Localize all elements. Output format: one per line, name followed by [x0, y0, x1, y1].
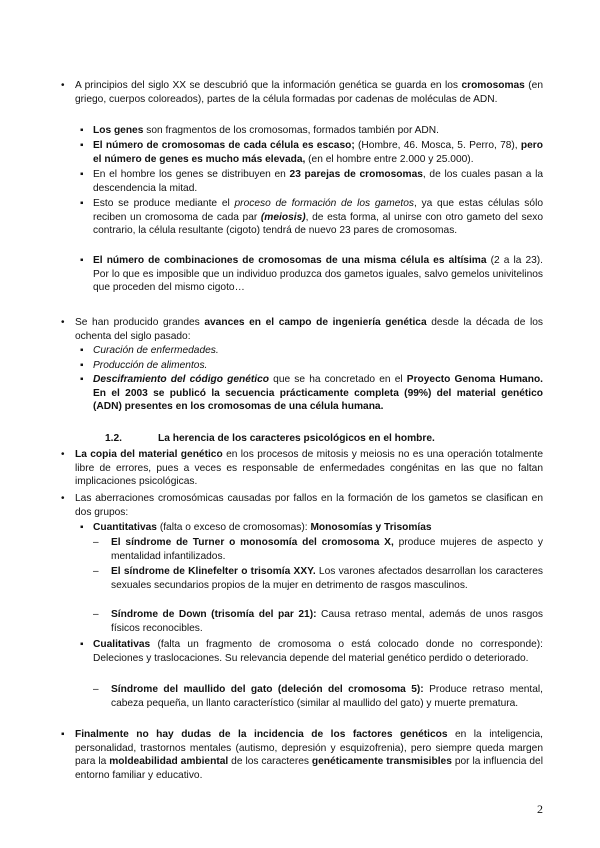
- item-genoma: [93, 373, 543, 414]
- section-number: 1.2.: [105, 433, 122, 444]
- square-bullet: ▪: [80, 639, 84, 650]
- bold-text: Síndrome de Down (trisomía del par 21):: [111, 609, 317, 620]
- text: Causa retraso mental, además de unos rasgos físicos reconocibles.: [111, 609, 543, 634]
- text: (falta un fragmento de cromosoma o está colocado donde no corresponde): Deleciones y traslocaciones. Su relevancia depende del material genético perdido o deteriorado.: [93, 639, 543, 664]
- text: desde la década de los ochenta del siglo pasado:: [75, 317, 543, 342]
- item-maullido: [111, 683, 543, 710]
- bold-text: avances en el campo de ingeniería genética: [204, 317, 427, 328]
- text: por la influencia del entorno familiar y educativo.: [75, 756, 543, 781]
- item-down: [111, 608, 543, 635]
- paragraph-aberraciones: Las aberraciones cromosómicas causadas por fallos en la formación de los gametos se clasifican en dos grupos:: [75, 493, 543, 518]
- text: En el hombre los genes se distribuyen en: [93, 169, 290, 180]
- bold-text: moldeabilidad ambiental: [109, 756, 229, 768]
- text: en los procesos de mitosis y meiosis no es una operación totalmente libre de errores, pues a veces es responsable de enfermedades congénitas en las que no faltan implicaciones psicológicas.: [75, 449, 543, 488]
- bold-text: La copia del material genético: [75, 449, 223, 460]
- paragraph-copia-material: [75, 448, 543, 489]
- square-bullet: ▪: [80, 345, 84, 356]
- text: en la inteligencia, personalidad, trastornos mentales (autismo, depresión y esquizofrenia), pero siempre queda margen para la: [75, 729, 543, 768]
- item-cuantitativas: [93, 521, 543, 535]
- bold-text: cromosomas: [461, 80, 525, 91]
- square-bullet: ▪: [80, 198, 84, 209]
- round-bullet: •: [61, 317, 65, 328]
- text: , de los cuales pasan a la descendencia la mitad.: [93, 169, 544, 194]
- square-bullet: ▪: [80, 522, 84, 533]
- square-bullet: ▪: [80, 255, 84, 266]
- bold-text: El síndrome de Turner o monosomía del cromosoma X,: [111, 537, 394, 548]
- square-bullet: ▪: [80, 140, 84, 151]
- text: (Hombre, 46. Mosca, 5. Perro, 78),: [354, 140, 521, 151]
- text: , ya que estas células sólo reciben un cromosoma de cada par: [93, 198, 543, 223]
- bold-text: Finalmente no hay dudas de la incidencia de los factores genéticos: [75, 729, 448, 740]
- text: (2 a la 23). Por lo que es imposible que un individuo produzca dos gametos iguales, salvo gemelos univitelinos que proceden del mismo cigoto…: [93, 255, 543, 294]
- item-cualitativas: [93, 638, 543, 665]
- item-produccion: Producción de alimentos.: [93, 360, 208, 371]
- text: Se han producido grandes: [75, 317, 205, 328]
- dash-bullet: –: [93, 537, 99, 548]
- item-gametos: [93, 197, 543, 238]
- item-genes: [93, 124, 543, 138]
- text: de los caracteres: [228, 756, 312, 768]
- round-bullet: •: [61, 493, 65, 504]
- bold-italic-text: Desciframiento del código genético: [93, 374, 270, 385]
- text: Los varones afectados desarrollan los caracteres sexuales secundarios propios de la mujer en detrimento de rasgos masculinos.: [111, 566, 544, 591]
- square-bullet: ▪: [80, 125, 84, 136]
- text: son fragmentos de los cromosomas, formados también por ADN.: [143, 125, 439, 136]
- item-turner: [111, 536, 543, 563]
- bold-italic-text: (meiosis): [260, 211, 306, 223]
- item-curacion: Curación de enfermedades.: [93, 345, 219, 356]
- item-23-parejas: [93, 168, 543, 195]
- round-bullet: •: [61, 80, 65, 91]
- section-heading: La herencia de los caracteres psicológicos en el hombre.: [158, 433, 435, 444]
- text: produce mujeres de aspecto y mentalidad infantilizados.: [111, 537, 543, 562]
- text: Esto se produce mediante el: [93, 198, 235, 209]
- bold-text: pero el número de genes es mucho más elevada,: [93, 140, 543, 165]
- paragraph-cromosomas: [75, 79, 543, 106]
- text: (en el hombre entre 2.000 y 25.000).: [305, 153, 474, 165]
- bold-text: 23 parejas de cromosomas: [289, 169, 423, 180]
- bold-text: genéticamente transmisibles: [311, 756, 452, 768]
- round-bullet: •: [61, 449, 65, 460]
- bold-text: Cuantitativas: [93, 522, 157, 533]
- text: (en griego, cuerpos coloreados), partes de la célula formadas por cadenas de moléculas de ADN.: [75, 80, 543, 105]
- paragraph-factores-geneticos: [75, 728, 543, 782]
- dash-bullet: –: [93, 566, 99, 577]
- bold-text: Síndrome del maullido del gato (deleción del cromosoma 5):: [111, 684, 424, 695]
- text: , de esta forma, al unirse con otro gameto del sexo contrario, la célula resultante (cigoto) tendrá de nuevo 23 pares de cromosomas.: [93, 211, 544, 237]
- square-bullet: ▪: [80, 360, 84, 371]
- item-klinefelter: [111, 565, 543, 592]
- bold-text: El número de cromosomas de cada célula es escaso;: [93, 140, 355, 151]
- bold-text: Monosomías y Trisomías: [310, 522, 432, 533]
- square-bullet: ▪: [80, 374, 84, 385]
- text: (falta o exceso de cromosomas):: [156, 522, 311, 533]
- square-bullet: ▪: [80, 169, 84, 180]
- bold-text: Proyecto Genoma Humano. En el 2003 se publicó la secuencia prácticamente completa (99%) del material genético (ADN) presentes en los cromosomas de una célula humana.: [93, 374, 543, 413]
- text: A principios del siglo XX se descubrió que la información genética se guarda en los: [75, 80, 462, 91]
- bold-text: El número de combinaciones de cromosomas de una misma célula es altísima: [93, 255, 487, 266]
- square-bullet: ▪: [61, 729, 65, 740]
- bold-text: Los genes: [93, 125, 144, 136]
- bold-text: El síndrome de Klinefelter o trisomía XXY.: [111, 566, 316, 577]
- italic-text: proceso de formación de los gametos: [234, 198, 414, 209]
- page-number: 2: [537, 802, 543, 816]
- item-numero-cromosomas: [93, 139, 543, 166]
- bold-text: Cualitativas: [93, 639, 151, 650]
- dash-bullet: –: [93, 609, 99, 620]
- paragraph-ingenieria-genetica: [75, 316, 543, 343]
- text: Produce retraso mental, cabeza pequeña, un llanto característico (similar al maullido del gato) y muerte prematura.: [111, 684, 543, 709]
- text: que se ha concretado en el: [269, 374, 407, 385]
- item-combinaciones: [93, 254, 543, 295]
- dash-bullet: –: [93, 684, 99, 695]
